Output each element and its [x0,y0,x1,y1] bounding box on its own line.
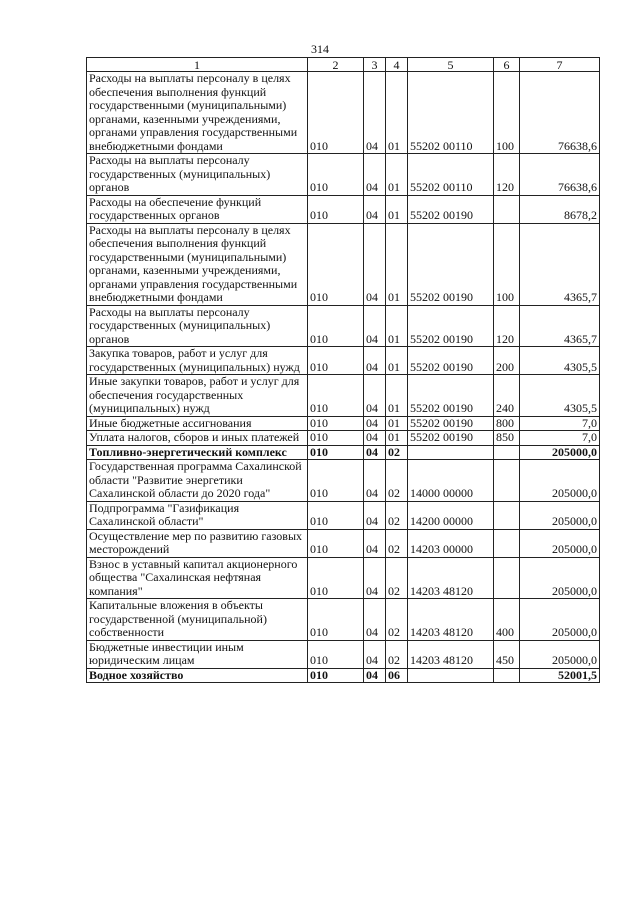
table-body [87,72,600,683]
target-article-code: 55202 00110 [408,72,494,154]
expense-type-code: 100 [494,72,520,154]
subsection-code: 01 [386,72,408,154]
ministry-code: 010 [308,347,364,375]
amount: 205000,0 [520,501,600,529]
amount: 205000,0 [520,445,600,460]
section-code: 04 [364,668,386,683]
ministry-code: 010 [308,431,364,446]
table-row [87,668,600,683]
table-row [87,375,600,417]
subsection-code: 02 [386,599,408,641]
column-header: 6 [494,58,520,72]
expense-type-code [494,501,520,529]
ministry-code: 010 [308,460,364,502]
ministry-code: 010 [308,529,364,557]
subsection-code: 01 [386,154,408,196]
section-code: 04 [364,529,386,557]
target-article-code [408,445,494,460]
amount: 205000,0 [520,599,600,641]
expense-type-code: 200 [494,347,520,375]
amount: 4365,7 [520,305,600,347]
row-name: Капитальные вложения в объекты государственной (муниципальной) собственности [87,599,308,641]
row-name: Взнос в уставный капитал акционерного общества "Сахалинская нефтяная компания" [87,557,308,599]
section-code: 04 [364,195,386,223]
amount: 7,0 [520,416,600,431]
row-name: Расходы на выплаты персоналу в целях обеспечения выполнения функций государственными (муниципальными) органами, казенными учреждениями, органами управления государственными внебюджетными фондами [87,223,308,305]
amount: 205000,0 [520,640,600,668]
row-name: Бюджетные инвестиции иным юридическим лицам [87,640,308,668]
target-article-code: 55202 00190 [408,375,494,417]
expense-type-code [494,195,520,223]
subsection-code: 01 [386,347,408,375]
row-name: Водное хозяйство [87,668,308,683]
section-code: 04 [364,557,386,599]
target-article-code: 14203 48120 [408,557,494,599]
table-row [87,529,600,557]
column-header: 4 [386,58,408,72]
ministry-code: 010 [308,72,364,154]
amount: 205000,0 [520,460,600,502]
expense-type-code: 120 [494,154,520,196]
section-code: 04 [364,416,386,431]
section-code: 04 [364,445,386,460]
target-article-code: 55202 00110 [408,154,494,196]
subsection-code: 02 [386,460,408,502]
page-number: 314 [311,42,329,56]
row-name: Иные закупки товаров, работ и услуг для обеспечения государственных (муниципальных) нужд [87,375,308,417]
ministry-code: 010 [308,416,364,431]
table-row [87,195,600,223]
table-row [87,599,600,641]
subsection-code: 01 [386,431,408,446]
row-name: Государственная программа Сахалинской области "Развитие энергетики Сахалинской области до 2020 года" [87,460,308,502]
section-code: 04 [364,640,386,668]
table-row [87,557,600,599]
amount: 4365,7 [520,223,600,305]
table-row [87,223,600,305]
target-article-code: 55202 00190 [408,223,494,305]
target-article-code: 55202 00190 [408,195,494,223]
ministry-code: 010 [308,445,364,460]
row-name: Иные бюджетные ассигнования [87,416,308,431]
row-name: Расходы на выплаты персоналу в целях обеспечения выполнения функций государственными (муниципальными) органами, казенными учреждениями, органами управления государственными внебюджетными фондами [87,72,308,154]
section-code: 04 [364,72,386,154]
amount: 52001,5 [520,668,600,683]
ministry-code: 010 [308,305,364,347]
section-code: 04 [364,154,386,196]
row-name: Уплата налогов, сборов и иных платежей [87,431,308,446]
target-article-code: 14000 00000 [408,460,494,502]
target-article-code: 14203 48120 [408,640,494,668]
section-code: 04 [364,305,386,347]
amount: 7,0 [520,431,600,446]
subsection-code: 02 [386,557,408,599]
section-code: 04 [364,431,386,446]
target-article-code: 55202 00190 [408,305,494,347]
ministry-code: 010 [308,668,364,683]
table-row [87,416,600,431]
ministry-code: 010 [308,223,364,305]
row-name: Расходы на выплаты персоналу государственных (муниципальных) органов [87,305,308,347]
expense-type-code: 240 [494,375,520,417]
target-article-code: 55202 00190 [408,431,494,446]
amount: 205000,0 [520,557,600,599]
target-article-code: 14200 00000 [408,501,494,529]
amount: 4305,5 [520,347,600,375]
subsection-code: 02 [386,640,408,668]
expense-type-code [494,445,520,460]
ministry-code: 010 [308,557,364,599]
row-name: Расходы на выплаты персоналу государственных (муниципальных) органов [87,154,308,196]
expense-type-code [494,557,520,599]
expense-type-code: 400 [494,599,520,641]
row-name: Расходы на обеспечение функций государственных органов [87,195,308,223]
amount: 4305,5 [520,375,600,417]
ministry-code: 010 [308,154,364,196]
expense-type-code [494,460,520,502]
row-name: Топливно-энергетический комплекс [87,445,308,460]
target-article-code: 14203 48120 [408,599,494,641]
target-article-code: 55202 00190 [408,416,494,431]
amount: 76638,6 [520,72,600,154]
expense-type-code [494,529,520,557]
amount: 205000,0 [520,529,600,557]
subsection-code: 01 [386,416,408,431]
ministry-code: 010 [308,501,364,529]
column-header: 5 [408,58,494,72]
subsection-code: 06 [386,668,408,683]
table-row [87,72,600,154]
section-code: 04 [364,347,386,375]
table-row [87,640,600,668]
section-code: 04 [364,501,386,529]
section-code: 04 [364,599,386,641]
target-article-code: 14203 00000 [408,529,494,557]
ministry-code: 010 [308,599,364,641]
column-header: 7 [520,58,600,72]
table-row [87,305,600,347]
ministry-code: 010 [308,195,364,223]
expense-type-code: 100 [494,223,520,305]
subsection-code: 02 [386,445,408,460]
column-header: 3 [364,58,386,72]
row-name: Закупка товаров, работ и услуг для государственных (муниципальных) нужд [87,347,308,375]
amount: 8678,2 [520,195,600,223]
header-row [87,58,600,72]
table-row [87,445,600,460]
ministry-code: 010 [308,375,364,417]
subsection-code: 01 [386,375,408,417]
expense-type-code: 800 [494,416,520,431]
column-header: 1 [87,58,308,72]
target-article-code [408,668,494,683]
table-row [87,501,600,529]
table-row [87,460,600,502]
section-code: 04 [364,375,386,417]
table-row [87,431,600,446]
subsection-code: 01 [386,305,408,347]
subsection-code: 02 [386,529,408,557]
target-article-code: 55202 00190 [408,347,494,375]
row-name: Подпрограмма "Газификация Сахалинской области" [87,501,308,529]
section-code: 04 [364,223,386,305]
expense-type-code: 850 [494,431,520,446]
row-name: Осуществление мер по развитию газовых месторождений [87,529,308,557]
expense-type-code [494,668,520,683]
budget-table [86,57,600,683]
expense-type-code: 120 [494,305,520,347]
column-header: 2 [308,58,364,72]
subsection-code: 01 [386,195,408,223]
amount: 76638,6 [520,154,600,196]
ministry-code: 010 [308,640,364,668]
table-row [87,347,600,375]
subsection-code: 02 [386,501,408,529]
table-row [87,154,600,196]
expense-type-code: 450 [494,640,520,668]
subsection-code: 01 [386,223,408,305]
section-code: 04 [364,460,386,502]
